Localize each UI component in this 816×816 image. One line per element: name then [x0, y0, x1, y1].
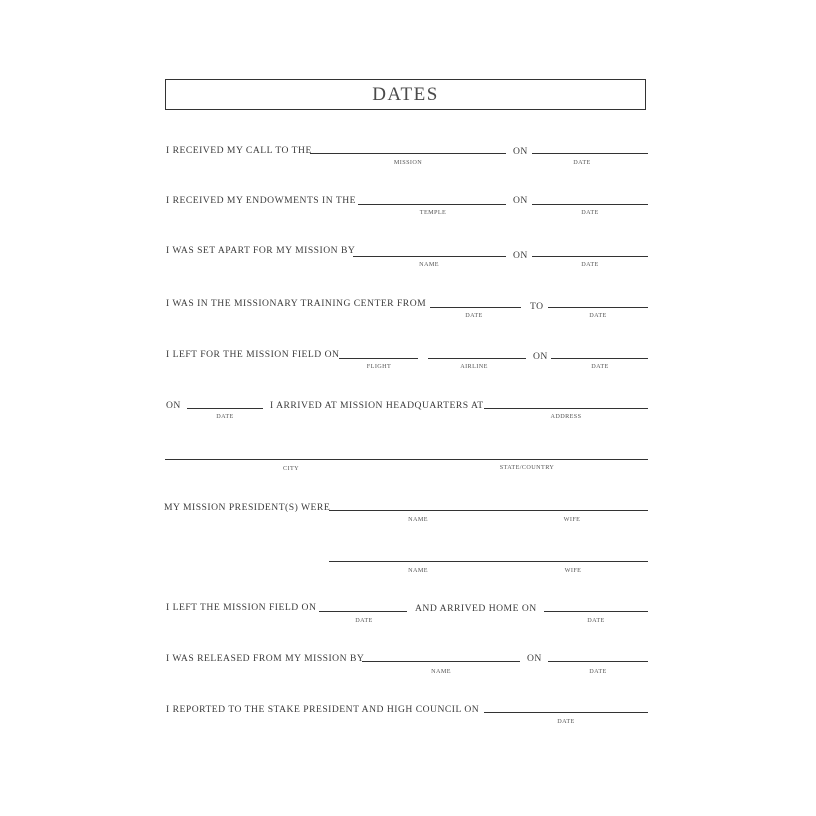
setapart-date-line[interactable] [532, 256, 648, 257]
endow-on-label: ON [513, 195, 528, 206]
arrived-date-caption: DATE [216, 413, 234, 420]
call-date-caption: DATE [573, 159, 591, 166]
setapart-label: I WAS SET APART FOR MY MISSION BY [166, 245, 356, 256]
president-line-1[interactable] [329, 510, 648, 511]
president-line-2[interactable] [329, 561, 648, 562]
mtc-to-date-line[interactable] [548, 307, 648, 308]
reported-date-line[interactable] [484, 712, 648, 713]
call-label: I RECEIVED MY CALL TO THE [166, 145, 312, 156]
presidents-label: MY MISSION PRESIDENT(S) WERE [164, 502, 331, 513]
arrived-home-date-caption: DATE [587, 617, 605, 624]
endowments-label: I RECEIVED MY ENDOWMENTS IN THE [166, 195, 357, 206]
released-name-line[interactable] [362, 661, 520, 662]
address-caption: ADDRESS [550, 413, 582, 420]
setapart-name-line[interactable] [353, 256, 506, 257]
president-name-caption-1: NAME [408, 516, 428, 523]
page-title: DATES [372, 84, 439, 105]
released-name-caption: NAME [431, 668, 451, 675]
mtc-to-date-caption: DATE [589, 312, 607, 319]
endow-date-caption: DATE [581, 209, 599, 216]
call-date-line[interactable] [532, 153, 648, 154]
mission-caption: MISSION [393, 159, 423, 166]
left-date-line[interactable] [551, 358, 648, 359]
left-field-label: I LEFT FOR THE MISSION FIELD ON [166, 349, 340, 360]
temple-caption: TEMPLE [419, 209, 447, 216]
endow-date-line[interactable] [532, 204, 648, 205]
reported-label: I REPORTED TO THE STAKE PRESIDENT AND HIGH COUNCIL ON [166, 704, 480, 715]
arrived-home-date-line[interactable] [544, 611, 648, 612]
president-wife-caption-1: WIFE [563, 516, 581, 523]
arrived-date-line[interactable] [187, 408, 263, 409]
president-name-caption-2: NAME [408, 567, 428, 574]
call-on-label: ON [513, 146, 528, 157]
left-mission-label: I LEFT THE MISSION FIELD ON [166, 602, 317, 613]
flight-line[interactable] [339, 358, 418, 359]
address-line[interactable] [484, 408, 648, 409]
setapart-on-label: ON [513, 250, 528, 261]
airline-caption: AIRLINE [460, 363, 488, 370]
setapart-date-caption: DATE [581, 261, 599, 268]
arrived-on-label: ON [166, 400, 181, 411]
mtc-label: I WAS IN THE MISSIONARY TRAINING CENTER FROM [166, 298, 427, 309]
arrived-home-label: AND ARRIVED HOME ON [415, 603, 537, 614]
city-caption: CITY [282, 465, 300, 472]
mission-field-line[interactable] [310, 153, 506, 154]
city-state-line[interactable] [165, 459, 648, 460]
released-date-caption: DATE [589, 668, 607, 675]
setapart-name-caption: NAME [419, 261, 439, 268]
left-mission-date-line[interactable] [319, 611, 407, 612]
temple-field-line[interactable] [358, 204, 506, 205]
left-date-caption: DATE [591, 363, 609, 370]
mtc-to-label: TO [530, 301, 544, 312]
state-country-caption: STATE/COUNTRY [499, 464, 555, 471]
released-on-label: ON [527, 653, 542, 664]
airline-line[interactable] [428, 358, 526, 359]
reported-date-caption: DATE [557, 718, 575, 725]
released-label: I WAS RELEASED FROM MY MISSION BY [166, 653, 365, 664]
left-on-label: ON [533, 351, 548, 362]
released-date-line[interactable] [548, 661, 648, 662]
left-mission-date-caption: DATE [355, 617, 373, 624]
title-box [165, 79, 646, 110]
arrived-hq-label: I ARRIVED AT MISSION HEADQUARTERS AT [270, 400, 484, 411]
mtc-from-date-caption: DATE [465, 312, 483, 319]
flight-caption: FLIGHT [366, 363, 392, 370]
president-wife-caption-2: WIFE [564, 567, 582, 574]
mtc-from-date-line[interactable] [430, 307, 521, 308]
